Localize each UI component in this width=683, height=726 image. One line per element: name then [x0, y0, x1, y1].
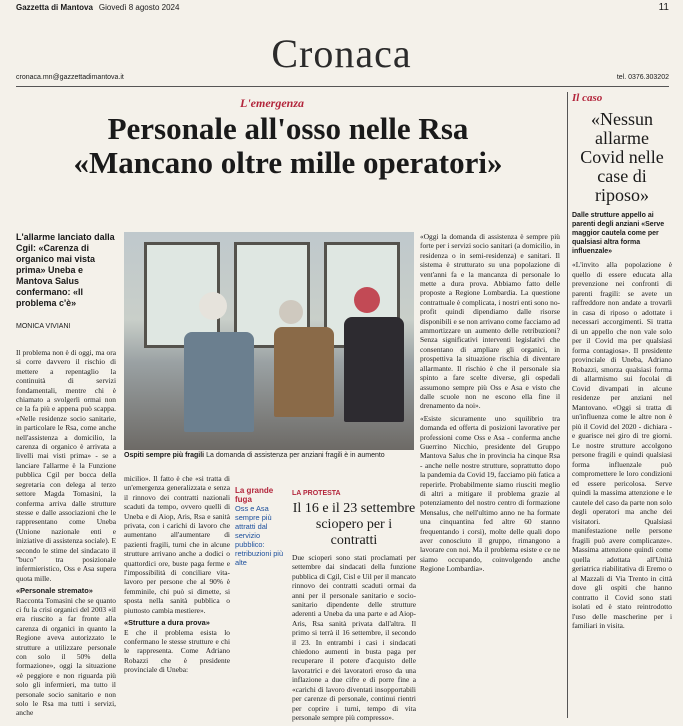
article-column-1	[16, 348, 116, 721]
pull-aside	[235, 486, 287, 567]
headline-line-1: Personale all'osso nelle Rsa	[107, 111, 469, 146]
subhead: «Strutture a dura prova»	[124, 618, 210, 628]
photo-caption	[124, 452, 414, 459]
photo-person-head	[279, 300, 303, 324]
aside-kicker: La grande fuga	[235, 486, 274, 504]
article-column-4	[420, 232, 560, 577]
photo-chair	[274, 327, 334, 417]
photo-person-head	[354, 287, 380, 313]
main-kicker: L'emergenza	[240, 96, 304, 110]
sidebar-subtitle: Dalle strutture appello ai parenti degli anziani «Serve maggior cautela come per qualsiasi altra forma influenzale»	[572, 212, 665, 255]
section-title: Cronaca	[271, 31, 412, 76]
photo-person-body	[184, 332, 254, 432]
page-number: 11	[658, 1, 669, 13]
article-deck	[16, 232, 116, 330]
paragraph: micilio». Il fatto è che «si tratta di un'emergenza generalizzata e senza il rinnovo dei contratti nazionali scaduti da tempo, ovvero quelli di Uneba e di Aiop, Aris, Rsa e sanità privata, con i carichi di lavoro che aumentano all'aumentare di pazienti fragili, turni che in alcune strutture arrivano anche a dodici o quattordici ore, buste paga ferme e l'impossibilità di conciliare vita-lavoro per persone che al 90% è femminile, chi può si dimette, si sposta nella sanità pubblica o piuttosto cambia mestiere».	[124, 474, 230, 615]
headline-line-2: «Mancano oltre mille operatori»	[73, 145, 503, 180]
caption-bold: Ospiti sempre più fragili	[124, 452, 205, 459]
sidebar-title: «Nessun allarme Covid nelle case di riposo»	[580, 109, 664, 205]
deck-text: L'allarme lanciato dalla Cgil: «Carenza di organico mai vista prima» Uneba e Mantova Salus confermano: «Il problema c'è»	[16, 232, 115, 308]
photo-wheelchair	[344, 317, 404, 422]
paragraph: Racconta Tomasini che se quanto ci fu la crisi organici del 2003 «il era riuscito a far fronte alla carenza di organici in quanto la Regione aveva autorizzato le strutture a utilizzare personale con solo il 50% della formazione», oggi la situazione «è peggiore e non riguarda più solo gli infermieri, ma tutto il personale socio sanitario e non solo le Rsa ma tutti i servizi, anche	[16, 595, 116, 718]
masthead-bar	[0, 0, 683, 14]
section-email: cronaca.mn@gazzettadimantova.it	[16, 74, 124, 81]
protest-box	[292, 490, 416, 722]
paragraph: Il problema non è di oggi, ma ora si corre davvero il rischio di mettere a repentaglio la continuità di servizi fondamentali, mentre chi è chiamato a svolgerli ormai non ce la fa più e appena può scappa. «Nelle residenze socio sanitarie, in particolare le Rsa, come anche nell'assistenza a domicilio, la carenza di organico è arrivata a livelli mai visti prima» - se a lanciare l'allarme è la Funzione pubblica Cgil per bocca della segretaria con delega al terzo settore Magda Tomasini, la conferma arriva dalle strutture stesse e dalle associazioni che le rappresentano come Uneba (Unione nazionale enti e iniziative di assistenza sociale). E secondo le stime del sindacato il "buco" tra posizionale infermieristico, Oss e Asa supera quota mille.	[16, 348, 116, 583]
protest-body: Due scioperi sono stati proclamati per settembre dai sindacati della funzione pubblica di Cgil, Cisl e Uil per il mancato rinnovo dei contratti scaduti ormai da anni per il personale sanitario e socio-sanitario dipendente delle strutture aderenti a Uneba da una parte e ad Aiop-Aris, Rsa sanità privata dall'altra. Il primo si terrà il 16 settembre, il secondo il 23. In entrambi i casi i sindacati chiedono aumenti in busta paga per recuperare il potere d'acquisto delle lavoratrici e dei lavoratori eroso da una inflazione a due cifre e di porre fine a «carichi di lavoro diventati insopportabili per carenze di personale, continui rientri per coprire i turni, tempo di vita personale sempre più compresso».	[292, 553, 416, 722]
paper-name: Gazzetta di Mantova	[16, 2, 93, 12]
issue-date: Giovedì 8 agosto 2024	[98, 2, 180, 12]
section-divider	[16, 86, 669, 87]
subhead: «Personale stremato»	[16, 586, 93, 596]
caption-text: La domanda di assistenza per anziani fragili è in aumento	[206, 452, 385, 459]
article-column-3	[124, 474, 230, 678]
protest-kicker: LA PROTESTA	[292, 490, 341, 497]
sidebar-body: «L'invito alla popolazione è quello di essere educata alla prevenzione nei confronti di parenti fragili: se avete un raffreddore non andate a trovarli in casa di riposo o adottate i necessari accorgimenti. Si tratta di un appello che non vale solo per il Covid ma per qualsiasi forma contagiosa». Il presidente provinciale di Uneba, Adriano Robazzi, smorza qualsiasi forma di allarmismo sui focolai di Covid divampati in alcune residenze per anziani nel Mantovano. «Oggi si tratta di un'influenza come le altre non è più il Covid del 2020 - dichiara - e guarisce nei giro di tre giorni. Le nostre strutture accolgono persone fragili e quindi qualsiasi forma influenzale può compromettere le loro condizioni ed essere pericolosa. Serve quindi la massima attenzione e le cautele del caso da parte non solo degli operatori ma anche dei visitatori. Qualsiasi manifestazione nelle persone fragili può avere complicanze». Massima attenzione quindi come quella adottata all'Unità geriatrica riabilitativa di Eremo o al Mazzali di Via Trento in città dove gli ospiti che hanno contratto il Covid sono stati isolati ed è stato reintrodotto l'uso delle mascherine per i familiari in visita.	[572, 260, 672, 630]
sidebar-label: Il caso	[572, 92, 603, 104]
sidebar-article	[572, 92, 672, 631]
main-headline	[14, 112, 562, 180]
aside-text: Oss e Asa sempre più attratti dal servizio pubblico: retribuzioni più alte	[235, 504, 284, 567]
article-photo	[124, 232, 414, 450]
paragraph: «Oggi la domanda di assistenza è sempre più forte per i servizi socio sanitari (a domicilio, in residenza o in semi-residenza) e sanitari. Il sistema è strutturato su una popolazione di vent'anni fa e la mancanza di personale lo mette a dura prova. Abbiamo fatto delle proposte a Regione Lombardia. La questione contrattuale è complicata, i nostri enti sono no-profit quindi dipendiamo dalle risorse disponibili e se non arrivano come facciamo ad ammortizzare un aumento delle retribuzioni? Senza significativi interventi legislativi che consentano di ampliare gli organici, in prospettiva la situazione rischia di diventare allarmante. Il rischio è che il personale sia spinto a fare scelte diverse, gli ospedali assumono sempre più Oss e Asa e visto che dalle scuole non ne escono ella fine il drenamento da noi».	[420, 232, 560, 411]
byline: MONICA VIVIANI	[16, 323, 71, 330]
photo-person-head	[199, 292, 227, 320]
section-phone: tel. 0376.303202	[616, 74, 669, 81]
paragraph: E che il problema esista lo confermano le stesse strutture e chi le rappresenta. Come Adriano Robazzi che è presidente provinciale di Uneba:	[124, 627, 230, 675]
protest-title: Il 16 e il 23 settembre sciopero per i contratti	[292, 501, 416, 548]
paragraph: «Esiste sicuramente uno squilibrio tra domanda ed offerta di posizioni lavorative per professioni come Oss e Asa - conferma anche Guerrino Nicchio, presidente del Gruppo Mantova Salus che in provincia ha cinque Rsa - anche nelle nostre strutture, soprattutto dopo la pandemia da Covid 19, facciamo più fatica a reperirle. Probabilmente siamo riusciti meglio di altri a mitigare il problema grazie al potenziamento del nostro centro di formazione Mensalus, che nell'ultimo anno ne ha formate una cinquantina fed altre 60 stanno frequentando i corsi), molte delle quali dopo aver conosciuto il gruppo, rimangono a lavorare con noi. Ma il problema esiste e ce ne siamo occupando, coinvolgendo anche Regione Lombardia».	[420, 413, 560, 574]
column-divider	[567, 92, 568, 718]
